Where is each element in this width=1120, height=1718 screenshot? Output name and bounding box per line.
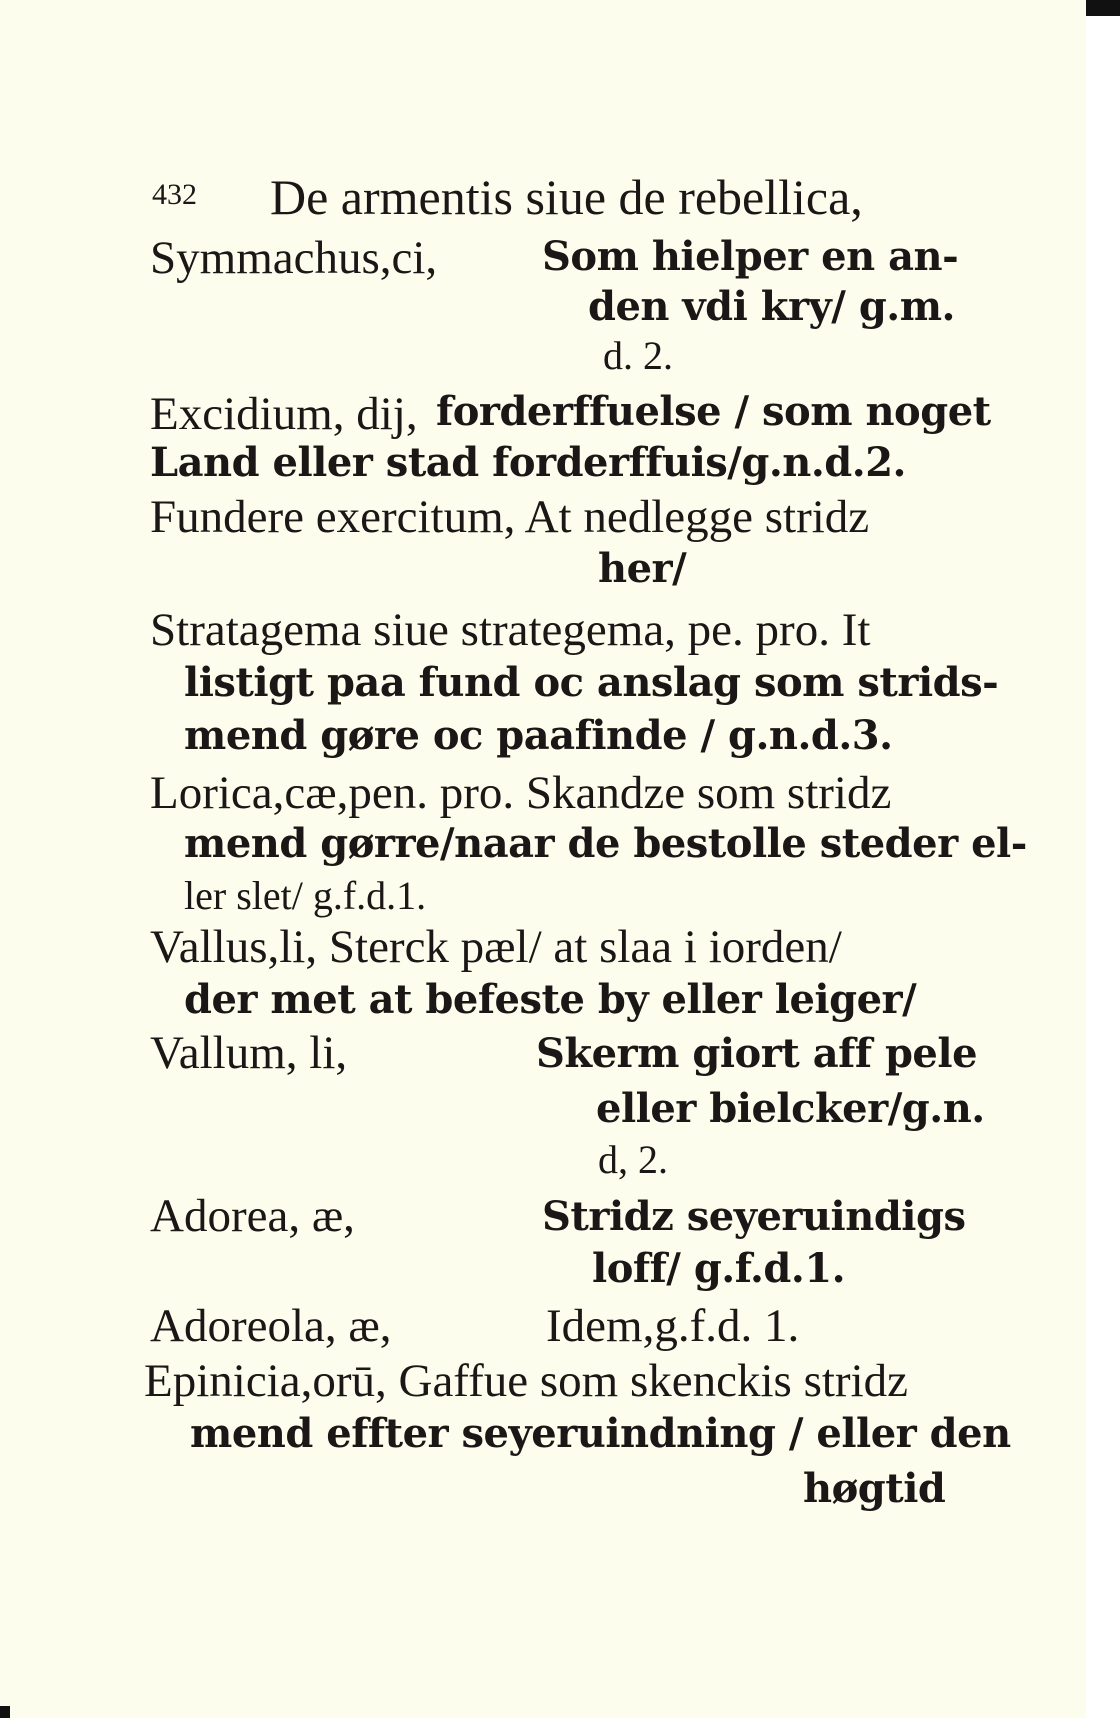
text-line: d, 2.: [598, 1137, 668, 1182]
text-line: d. 2.: [603, 333, 673, 378]
text-line: mend gørre/naar de bestolle steder el-: [184, 820, 1027, 867]
text-line: ler slet/ g.f.d.1.: [184, 873, 427, 918]
text-line: forderffuelse / som noget: [436, 388, 991, 435]
text-line: loff/ g.f.d.1.: [592, 1245, 846, 1292]
text-line: Land eller stad forderffuis/g.n.d.2.: [150, 439, 906, 486]
text-line: Stridz seyeruindigs: [542, 1193, 966, 1240]
text-line: mend gøre oc paafinde / g.n.d.3.: [184, 712, 893, 759]
text-line: den vdi kry/ g.m.: [588, 283, 955, 330]
scan-edge-mark: [1086, 0, 1120, 16]
text-line: Vallus,li, Sterck pæl/ at slaa i iorden/: [150, 921, 842, 973]
text-line: høgtid: [803, 1465, 946, 1512]
text-line: Adorea, æ,: [150, 1190, 355, 1242]
text-line: eller bielcker/g.n.: [596, 1085, 985, 1132]
text-line: Stratagema siue strategema, pe. pro. It: [150, 604, 871, 656]
text-line: mend effter seyeruindning / eller den: [190, 1410, 1011, 1457]
text-line: her/: [598, 545, 687, 592]
text-line: Symmachus,ci,: [150, 232, 438, 284]
text-line: der met at befeste by eller leiger/: [184, 976, 917, 1023]
text-line: Som hielper en an-: [542, 233, 959, 280]
text-line: Skerm giort aff pele: [536, 1030, 978, 1077]
text-line: Epinicia,orū, Gaffue som skenckis stridz: [144, 1355, 909, 1407]
text-line: Vallum, li,: [150, 1027, 348, 1079]
running-title: De armentis siue de rebellica,: [270, 169, 863, 225]
text-line: Lorica,cæ,pen. pro. Skandze som stridz: [150, 767, 892, 819]
text-line: Adoreola, æ,: [150, 1300, 392, 1352]
text-line: Excidium, dij,: [150, 388, 418, 440]
text-line: Idem,g.f.d. 1.: [546, 1300, 800, 1352]
page-number: 432: [152, 178, 197, 211]
scan-corner-mark: [0, 1706, 10, 1718]
text-line: listigt paa fund oc anslag som strids-: [184, 659, 999, 706]
text-line: Fundere exercitum, At nedlegge stridz: [150, 491, 870, 543]
